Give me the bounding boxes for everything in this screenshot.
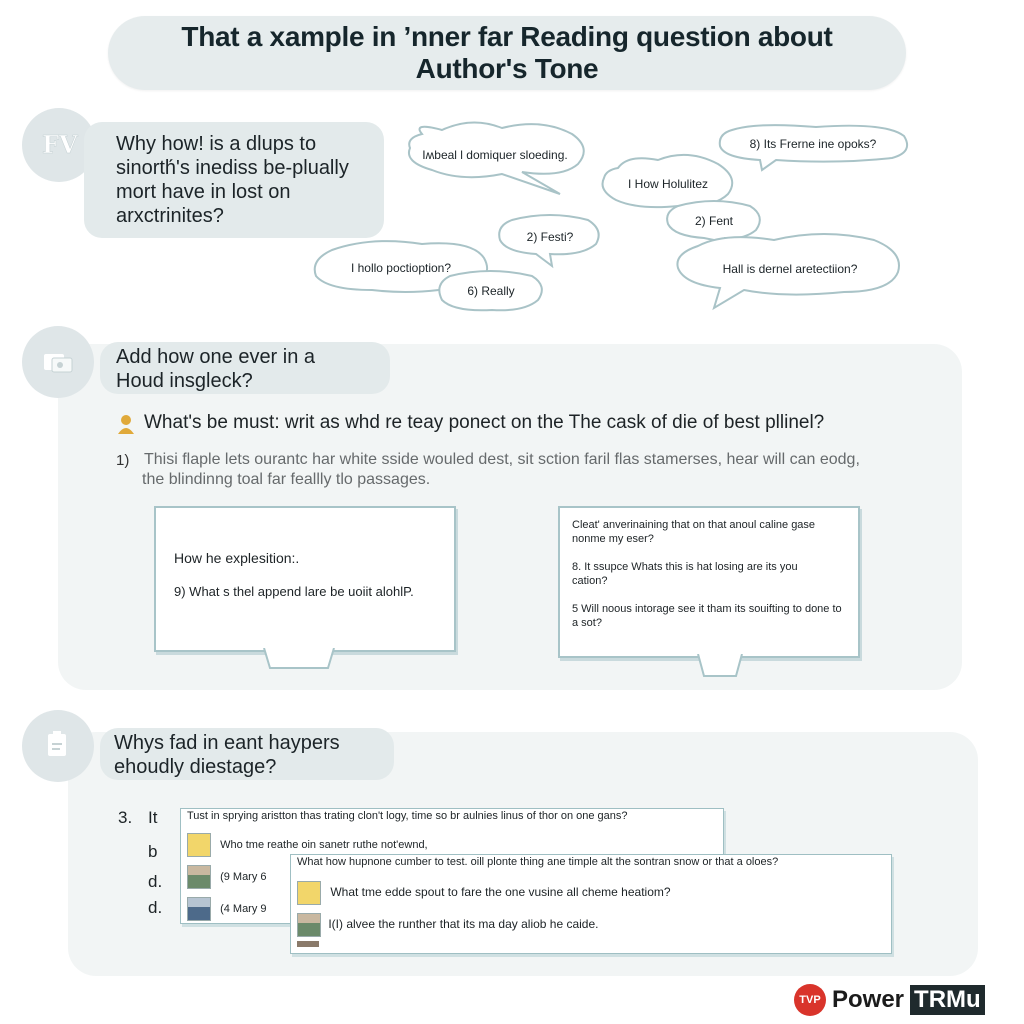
- brand-badge: TVP: [794, 984, 826, 1016]
- list-number: 3.: [118, 808, 133, 827]
- item-text-line: Thisi flaple lets ourantc har white sside wouled dest, sit sction faril flas stamerses, hear will can eodg,: [144, 451, 860, 468]
- bubble-text: 6) Really: [467, 284, 515, 298]
- title-line-1: That a xample in ’nner far Reading question about: [181, 21, 833, 52]
- person-icon: [116, 412, 136, 441]
- question-line: mort have in lost on: [116, 181, 291, 203]
- box-paragraph: 8. It ssupce Whats this is hat losing are its you cation?: [572, 561, 798, 587]
- brand-box: TRMu: [910, 985, 985, 1015]
- title-line-2: Author's Tone: [415, 53, 599, 84]
- avatar: [187, 897, 211, 921]
- avatar: [297, 881, 321, 905]
- bubble-text: 2) Festi?: [526, 230, 574, 244]
- bubble-text: I How Holulitez: [627, 177, 709, 191]
- answer-box-left: [154, 506, 456, 652]
- window-header: Tust in sprying aristton thas trating clon't logy, time so br aulnies linus of thor on one gans?: [187, 810, 628, 822]
- box-paragraph: 5 Will noous intorage see it tham its souifting to done to a sot?: [572, 603, 842, 629]
- question-line: Houd insgleck?: [116, 370, 253, 392]
- section1-question: [84, 122, 384, 238]
- list-row[interactable]: (9 Mary 6: [187, 865, 267, 889]
- brand-logo: [794, 984, 985, 1016]
- list-label: d.: [148, 872, 163, 891]
- box-line: How he explesition:.: [174, 550, 300, 566]
- document-icon: [22, 326, 94, 398]
- speech-bubble: [674, 232, 906, 306]
- speech-bubble: [716, 124, 910, 164]
- page-title: [108, 16, 906, 90]
- list-row[interactable]: Who tme reathe oin sanetr ruthe not'ewnd,: [187, 833, 428, 857]
- bubble-text: I hollo poctioption?: [350, 261, 452, 275]
- question-line: arxctrinites?: [116, 205, 224, 227]
- speech-bubble: [402, 122, 588, 188]
- list-row[interactable]: (4 Mary 9: [187, 897, 267, 921]
- window-header: What how hupnone cumber to test. oill plonte thing ane timple alt the sontran snow or that a oloes?: [297, 856, 779, 868]
- section2-question: [100, 342, 390, 394]
- list-label: It: [148, 808, 158, 827]
- question-line: Whys fad in eant haypers: [114, 732, 340, 754]
- prompt-text: What's be must: writ as whd re teay ponect on the The cask of die of best pllinel?: [144, 412, 825, 433]
- speech-bubble: [496, 214, 604, 260]
- list-label: b: [148, 842, 158, 861]
- box-tail: [262, 648, 336, 675]
- list-row[interactable]: I(I) alvee the runther that its ma day aliob he caide.: [297, 913, 599, 937]
- box-line: 9) What s thel append lare be uoiit alohlP.: [174, 584, 414, 599]
- list-row[interactable]: What tme edde spout to fare the one vusine all cheme heatiom?: [297, 881, 671, 905]
- box-tail: [696, 654, 744, 683]
- bubble-text: 8) Its Frerne ine opoks?: [749, 137, 877, 151]
- list-window-2: [290, 854, 892, 954]
- answer-box-right: [558, 506, 860, 658]
- item-text: [144, 450, 860, 490]
- bubble-text: Iʍbeal l domiquer sloeding.: [422, 148, 568, 162]
- brand-word: Power: [832, 986, 905, 1013]
- avatar: [187, 833, 211, 857]
- bubble-text: 2) Fent: [694, 214, 733, 228]
- question-line: sinorth́'s inediss be-plually: [116, 157, 349, 179]
- question-line: Why how! is a dlups to: [116, 133, 317, 155]
- question-line: ehoudly diestage?: [114, 756, 277, 778]
- item-text-line: the blindinng toal far feallly tlo passages.: [142, 471, 431, 488]
- avatar: [297, 913, 321, 937]
- avatar: [187, 865, 211, 889]
- question-line: Add how one ever in a: [116, 346, 316, 368]
- svg-text:FV: FV: [42, 130, 78, 159]
- speech-bubble: [436, 270, 546, 312]
- item-number: 1): [116, 452, 130, 469]
- avatar: [297, 941, 319, 947]
- list-label: d.: [148, 898, 163, 917]
- box-paragraph: Cleat' anverinaining that on that anoul caline gase nonme my eser?: [572, 519, 816, 545]
- bubble-text: Hall is dernel aretectiion?: [722, 262, 858, 276]
- section3-question: [100, 728, 394, 780]
- clipboard-icon: [22, 710, 94, 782]
